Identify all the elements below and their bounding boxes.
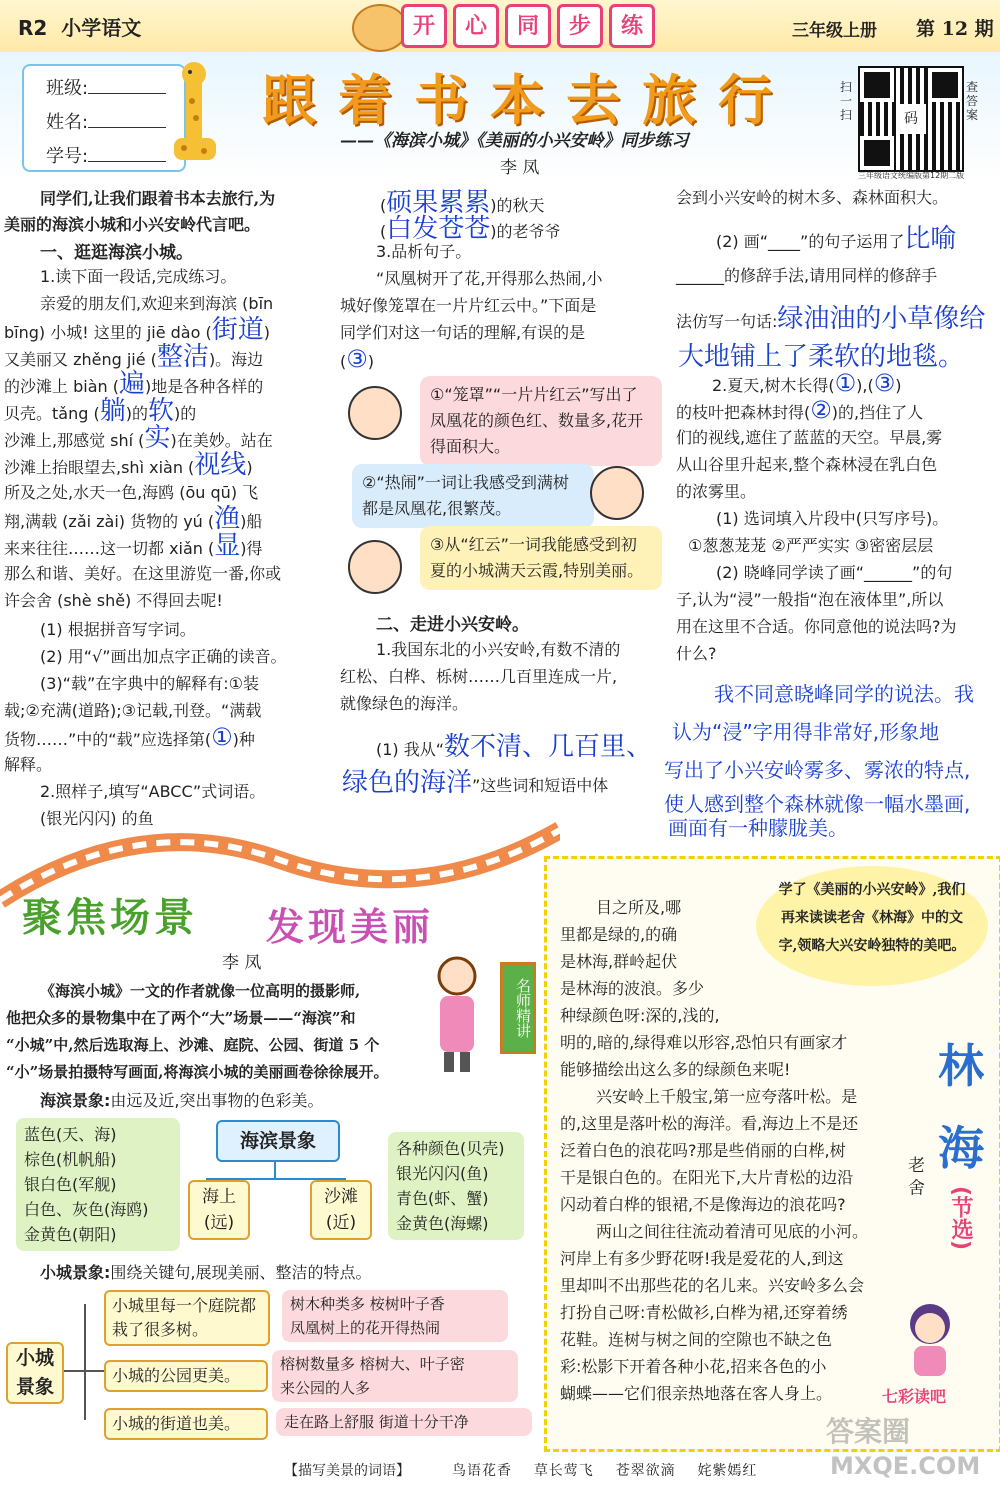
c3-answer-line-2: 认为“浸”字用得非常好,形象地 [672,720,940,744]
coast-sea-node: 海上 (远) [188,1180,250,1240]
answer-text: 渔 [214,504,241,534]
c3-q2-sub-2d: 什么? [676,644,717,663]
answer-text: ① [211,723,233,751]
answer-text: 视线 [194,450,247,480]
footer-word: 姹紫嫣红 [697,1463,758,1479]
c3-line-2: (2) 画“____”的句子运用了比喻 [716,224,957,254]
passage-line: 来来往往……这一切都 xiǎn (显)得 [4,531,263,561]
c3-answer-line-1: 我不同意晓峰同学的说法。我 [714,682,974,706]
q3-prompt: 3.品析句子。 [376,242,472,261]
girl-avatar-icon [348,386,402,440]
answer-text: 实 [144,423,171,453]
sub-question-3a: (3)“载”在字典中的解释有:①装 [40,674,259,693]
c3-q2-line-4: 从山谷里升起来,整个森林浸在乳白色 [676,455,938,474]
coast-left-list [16,1118,180,1251]
girl-avatar-icon [590,466,644,520]
qr-right-text: 查答案 [966,80,979,122]
answer-text: 白发苍苍 [386,214,491,244]
c3-answer-line-3: 写出了小兴安岭雾多、雾浓的特点, [664,758,971,782]
opinion-bubble-3: ③从“红云”一词我能感受到初夏的小城满天云霞,特别美丽。 [420,526,662,590]
list-item: 棕色(机帆船) [24,1150,117,1169]
town-branch-1-detail: 树木种类多 桉树叶子香 凤凰树上的花开得热闹 [282,1290,508,1342]
answer-text: 遍 [118,369,145,399]
student-card [22,64,186,172]
c3-q2-line-2: 的枝叶把森林封得(②)的,挡住了人 [676,396,924,424]
edition-label: R2 小学语文 [18,16,142,40]
girl-avatar-icon [348,540,402,594]
c3-q2-sub-2c: 用在这里不合适。你同意他的说法吗?为 [676,617,957,636]
passage-line: 贝壳。tǎng (躺)的软)的 [4,396,197,426]
c3-line-1: 会到小兴安岭的树木多、森林面积大。 [676,188,949,207]
passage-line: 又美丽又 zhěng jié (整洁)。海边 [4,342,264,372]
footer-word: 草长莺飞 [533,1463,594,1479]
c3-line-5: 大地铺上了柔软的地毯。 [678,342,965,372]
reading-line: 蝴蝶——它们很亲热地落在客人身上。 [560,1384,833,1403]
list-item: 银白色(军舰) [24,1175,117,1194]
answer-text: ② [810,396,832,424]
coast-summary: 海滨景象:由远及近,突出事物的色彩美。 [40,1091,324,1110]
list-item: 青色(虾、蟹) [396,1189,489,1208]
answer-text: 街道 [211,315,264,345]
coast-beach-node: 沙滩 (近) [310,1180,372,1240]
class-field[interactable]: 班级: [46,74,184,100]
sub-question-1: (1) 根据拼音写字词。 [40,620,196,639]
reading-line: 河岸上有多少野花呀!我是爱花的人,到这 [560,1249,844,1268]
qr-left-text: 扫一扫 [840,80,853,122]
giraffe-icon [172,56,218,168]
passage-line: 所及之处,水天一色,海鸥 (ōu qū) 飞 [4,483,259,502]
c3-answer-line-4: 使人感到整个森林就像一幅水墨画, [664,792,971,816]
c3-q2-line-3: 们的视线,遮住了蓝蓝的天空。早晨,雾 [676,428,943,447]
focus-title-2: 发现美丽 [266,904,435,949]
footer-words [452,1460,757,1480]
reading-line: 泛着白色的浪花吗?那是些俏丽的白桦,树 [560,1141,846,1160]
town-branch-3-detail: 走在路上舒服 街道十分干净 [276,1408,532,1436]
q1-prompt: 1.读下面一段话,完成练习。 [40,267,237,286]
reading-line: 兴安岭上千般宝,第一应夸落叶松。是 [596,1087,858,1106]
passage-block [4,290,322,614]
q3-text-2: 城好像笼罩在一片片红云中。”下面是 [340,296,597,315]
focus-intro-1: 《海滨小城》一文的作者就像一位高明的摄影师, [40,982,361,1000]
reading-line: 是林海的波浪。多少 [560,979,705,998]
passage-line: 亲爱的朋友们,欢迎来到海滨 (bīn [40,294,274,313]
qr-caption: 三年级语文统编版第12期二版 [858,171,965,180]
watermark: 答案圈 [826,1415,911,1448]
passage-line: 沙滩上,那感觉 shí (实)在美妙。站在 [4,423,273,453]
connector [274,1160,276,1180]
list-item: 金黄色(朝阳) [24,1225,117,1244]
town-branch-1: 小城里每一个庭院都栽了很多树。 [104,1290,270,1346]
answer-text: 躺 [99,396,126,426]
q2-example: (银光闪闪) 的鱼 [40,809,154,828]
answer-text: 绿色的海洋 [342,768,473,798]
s2q1-text-3: 就像绿色的海洋。 [340,694,469,713]
section-2-heading: 二、走进小兴安岭。 [376,615,529,635]
footer-word: 苍翠欲滴 [615,1463,676,1479]
answer-text: 显 [214,531,241,561]
opinion-bubble-2: ②“热闹”一词让我感受到满树都是凤凰花,很繁茂。 [352,464,594,528]
reading-line: 两山之间往往流动着清可见底的小河。 [596,1222,869,1241]
town-branch-2: 小城的公园更美。 [104,1360,268,1392]
reading-line: 的,这里是落叶松的海洋。看,海边上不是还 [560,1114,859,1133]
c3-line-3: ______的修辞手法,请用同样的修辞手 [676,266,938,285]
list-item: 金黄色(海螺) [396,1214,489,1233]
reading-author: 老 舍 [904,1156,924,1196]
town-summary: 小城景象:围绕关键句,展现美丽、整洁的特点。 [40,1263,372,1282]
s2q1-text-2: 红松、白桦、栎树……几百里连成一片, [340,667,618,686]
sub-question-2: (2) 用“√”画出加点字正确的读音。 [40,647,287,666]
list-item: 各种颜色(贝壳) [396,1139,505,1158]
banner-chip: 心 [453,4,499,48]
reading-line: 闪动着白桦的银裙,不是像海边的浪花吗? [560,1195,846,1214]
reading-text [560,894,940,1407]
list-item: 银光闪闪(鱼) [396,1164,489,1183]
section-1-heading: 一、逛逛海滨小城。 [40,243,193,263]
passage-line: 许会舍 (shè shě) 不得回去呢! [4,591,223,610]
passage-line: 那么和谐、美好。在这里游览一番,你或 [4,564,282,583]
id-field[interactable]: 学号: [46,142,184,168]
list-item: 蓝色(天、海) [24,1125,117,1144]
sub-question-3c: 货物……”中的“载”应选择第(①)种 [4,723,255,751]
q2-prompt: 2.照样子,填写“ABCC”式词语。 [40,782,266,801]
passage-line: 的沙滩上 biàn (遍)地是各种各样的 [4,369,264,399]
reading-line: 目之所及,哪 [596,898,682,917]
abcc-answer-1: (硕果累累)的秋天 [380,188,545,218]
q3-text-1: “凤凰树开了花,开得那么热闹,小 [376,269,603,288]
title-author: 李 凤 [500,158,540,178]
reading-line: 能够描绘出这么多的绿颜色来呢! [560,1060,791,1079]
page-title: 跟着书本去旅行 [262,68,794,132]
answer-text: 比喻 [904,224,957,254]
town-branch-2-detail: 榕树数量多 榕树大、叶子密 来公园的人多 [272,1350,518,1402]
reading-badge: 七彩读吧 [882,1387,947,1406]
answer-text: ③ [873,369,896,397]
focus-intro-3: “小城”中,然后选取海上、沙滩、庭院、公园、街道 5 个 [6,1036,380,1054]
sub-question-3b: 载;②充满(道路);③记载,刊登。“满载 [4,701,262,720]
footer-label: 【描写美景的词语】 [284,1463,410,1479]
answer-text: 数不清、几百里、 [444,732,653,762]
opinion-bubble-1: ①“笼罩”“一片片红云”写出了凤凰花的颜色红、数量多,花开得面积大。 [420,376,662,466]
page-subtitle: ——《海滨小城》《美丽的小兴安岭》同步练习 [340,131,689,151]
q3-text-3: 同学们对这一句话的理解,有误的是 [340,323,586,342]
banner-chip: 同 [505,4,551,48]
reading-girl-icon [900,1300,960,1380]
issue-label: 第 12 期 [916,18,994,40]
focus-intro-4: “小”场景拍摄特写画面,将海滨小城的美丽画卷徐徐展开。 [6,1063,389,1081]
reading-title-char-1: 林 [938,1039,984,1093]
answer-text: ③ [346,345,368,373]
c3-q2-line-5: 的浓雾里。 [676,482,757,501]
town-branch-3: 小城的街道也美。 [104,1408,268,1440]
reading-line: 里都是绿的,的确 [560,925,678,944]
c3-line-4: 法仿写一句话:绿油油的小草像给 [676,304,986,334]
intro-line-2: 美丽的海滨小城和小兴安岭代言吧。 [4,215,261,234]
passage-line: 沙滩上抬眼望去,shì xiàn (视线) [4,450,253,480]
answer-text: ① [834,369,857,397]
focus-title-1: 聚焦场景 [22,894,198,941]
qr-code[interactable]: 码 [858,66,964,172]
teacher-badge: 名师精讲 [500,962,536,1054]
focus-intro-2: 他把众多的景物集中在了两个“大”场景——“海滨”和 [6,1009,356,1027]
reading-line: 是林海,群岭起伏 [560,952,678,971]
banner-chip: 开 [401,4,447,48]
reading-title-char-2: 海 [938,1121,984,1175]
reading-line: 明的,暗的,绿得难以形容,恐怕只有画家才 [560,1033,848,1052]
s2q1-answer-line-2: 绿色的海洋”这些词和短语中体 [342,768,609,798]
reading-line: 彩:松影下开着各种小花,招来各色的小 [560,1357,827,1376]
c3-q2-line-1: 2.夏天,树木长得(①),(③) [712,369,902,397]
coast-center-node: 海滨景象 [216,1120,340,1162]
teacher-icon [432,954,482,1074]
passage-line: 翔,满载 (zǎi zài) 货物的 yú (渔)船 [4,504,263,534]
sub-question-3e: 解释。 [4,755,53,774]
banner-chips [398,4,658,48]
c3-q2-sub-2b: 子,认为“浸”一般指“泡在液体里”,所以 [676,590,944,609]
reading-line: 打扮自己呀:青松做衫,白桦为裙,还穿着绣 [560,1303,848,1322]
answer-text: 硕果累累 [386,188,491,218]
reading-line: 种绿颜色呀:深的,浅的, [560,1006,720,1025]
banner-chip: 步 [557,4,603,48]
c3-q2-options: ①葱葱茏茏 ②严严实实 ③密密层层 [688,536,934,555]
s2q1-answer-line-1: (1) 我从“数不清、几百里、 [376,732,653,762]
intro-line-1: 同学们,让我们跟着书本去旅行,为 [40,189,276,208]
reading-line: 花鞋。连树与树之间的空隙也不缺之色 [560,1330,833,1349]
banner-chip: 练 [609,4,655,48]
answer-text: 绿油油的小草像给 [777,304,986,334]
town-root-node: 小城景象 [6,1342,64,1404]
q3-answer: (③) [340,345,375,373]
grade-label: 三年级上册 [792,21,877,41]
focus-author: 李 凤 [222,953,262,973]
footer-word: 鸟语花香 [452,1463,512,1479]
reading-subtitle: (节选) [948,1186,973,1251]
c3-q2-sub-1: (1) 选词填入片段中(只写序号)。 [716,509,949,528]
reading-note-bubble: 学了《美丽的小兴安岭》,我们再来读读老舍《林海》中的文字,领略大兴安岭独特的美吧。 [756,866,988,986]
list-item: 白色、灰色(海鸥) [24,1200,149,1219]
name-field[interactable]: 姓名: [46,108,184,134]
c3-answer-line-5: 画面有一种朦胧美。 [668,816,848,840]
coast-right-list [388,1132,524,1240]
answer-text: 软 [147,396,174,426]
connector [84,1304,86,1420]
s2q1-text-1: 1.我国东北的小兴安岭,有数不清的 [376,640,621,659]
reading-line: 里却叫不出那些花的名儿来。兴安岭多么会 [560,1276,865,1295]
watermark-url: MXQE.COM [830,1452,981,1480]
c3-q2-sub-2a: (2) 晓峰同学读了画“______”的句 [716,563,953,582]
passage-line: bīng) 小城! 这里的 jiē dào (街道) [4,315,270,345]
reading-line: 干是银白色的。在阳光下,大片青松的边沿 [560,1168,854,1187]
answer-text: 整洁 [156,342,209,372]
abcc-answer-2: (白发苍苍)的老爷爷 [380,214,561,244]
